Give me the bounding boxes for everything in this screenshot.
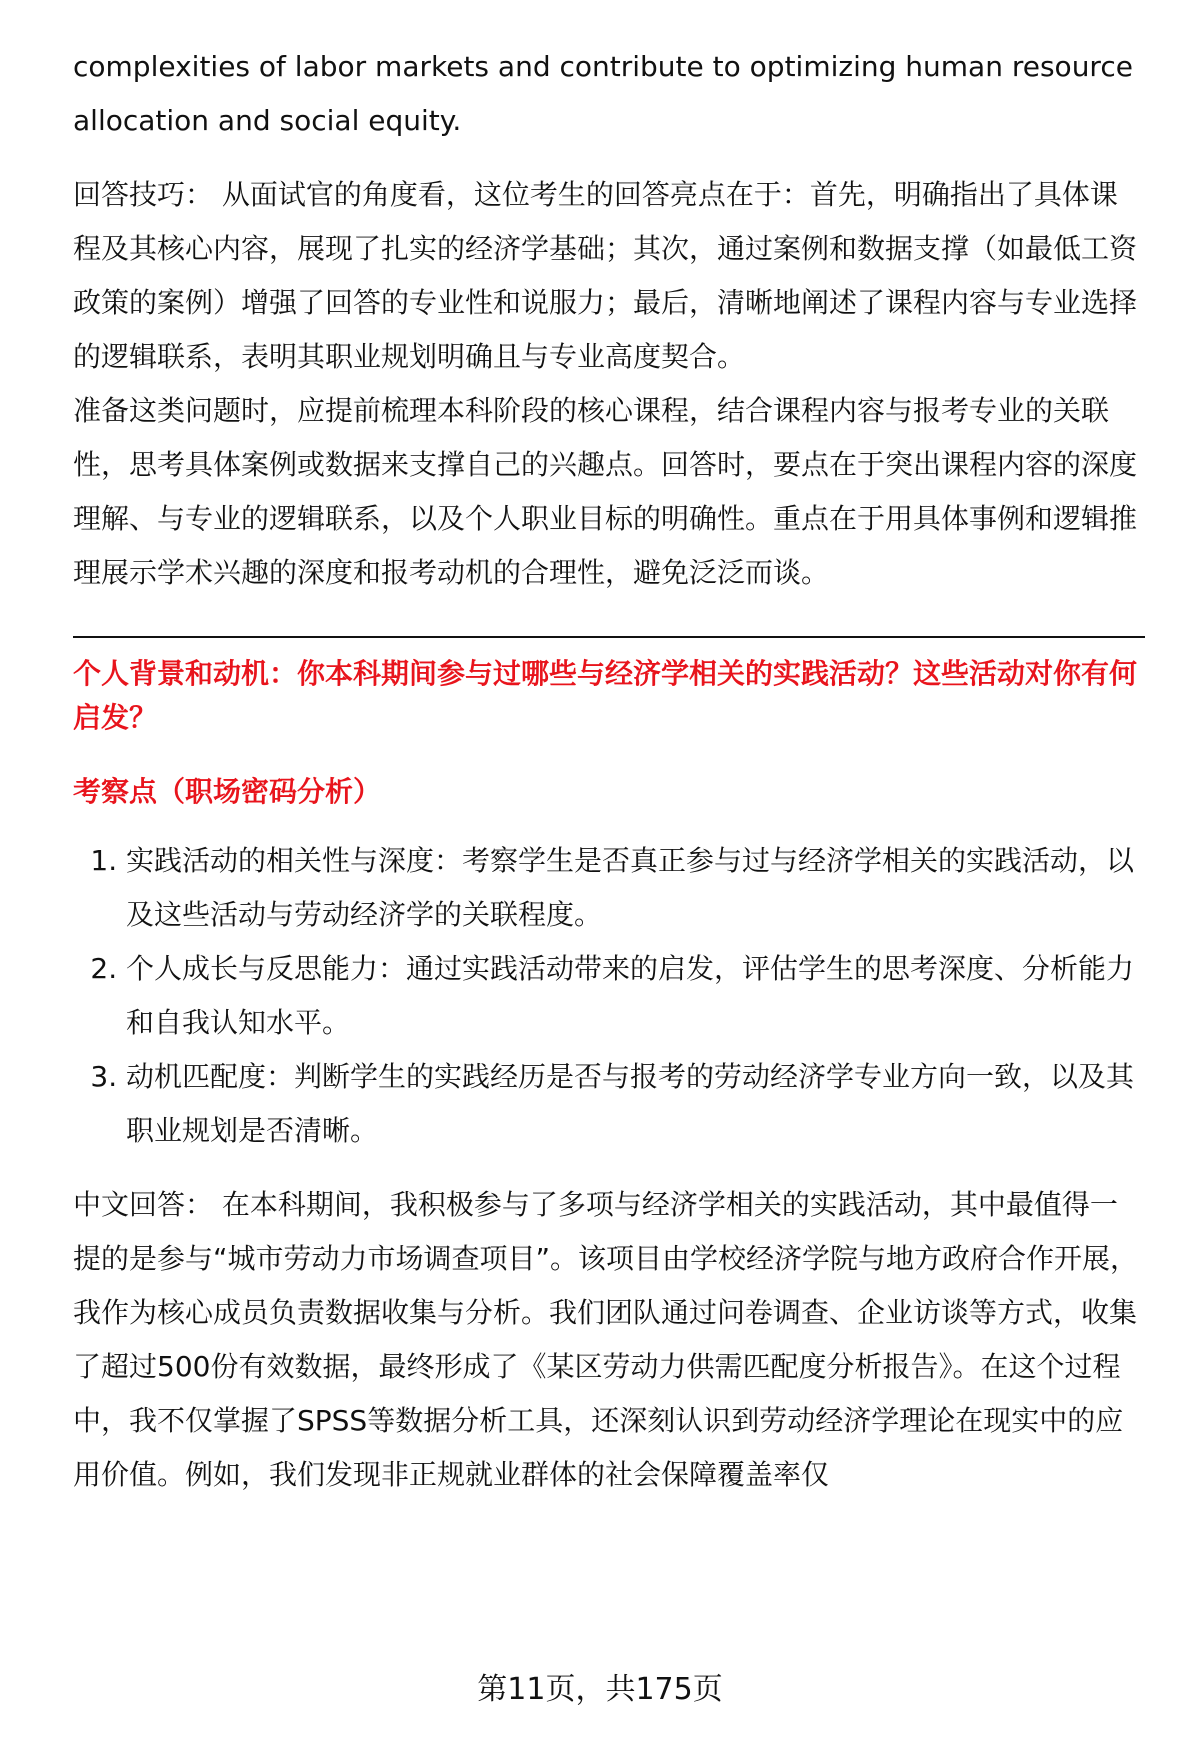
list-item: 3. 动机匹配度：判断学生的实践经历是否与报考的劳动经济学专业方向一致，以及其职业规划是否清晰。 <box>126 1050 1145 1158</box>
list-item: 1. 实践活动的相关性与深度：考察学生是否真正参与过与经济学相关的实践活动，以及这些活动与劳动经济学的关联程度。 <box>126 834 1145 942</box>
question-title: 个人背景和动机：你本科期间参与过哪些与经济学相关的实践活动？这些活动对你有何启发？ <box>73 657 1138 734</box>
evaluation-points-list <box>73 834 1145 1158</box>
section-heading: 考察点（职场密码分析） <box>73 775 382 808</box>
spacer <box>73 1158 1145 1178</box>
page-indicator: 第11页，共175页 <box>477 1672 723 1707</box>
list-item: 2. 个人成长与反思能力：通过实践活动带来的启发，评估学生的思考深度、分析能力和自我认知水平。 <box>126 942 1145 1050</box>
intro-paragraph: complexities of labor markets and contribute to optimizing human resource allocation and social equity. <box>73 50 1133 137</box>
chinese-answer-paragraph: 中文回答： 在本科期间，我积极参与了多项与经济学相关的实践活动，其中最值得一提的是参与“城市劳动力市场调查项目”。该项目由学校经济学院与地方政府合作开展，我作为核心成员负责数据收集与分析。我们团队通过问卷调查、企业访谈等方式，收集了超过500份有效数据，最终形成了《某区劳动力供需匹配度分析报告》。在这个过程中，我不仅掌握了SPSS等数据分析工具，还深刻认识到劳动经济学理论在现实中的应用价值。例如，我们发现非正规就业群体的社会保障覆盖率仅 <box>73 1188 1139 1491</box>
answer-tips-paragraph: 回答技巧： 从面试官的角度看，这位考生的回答亮点在于：首先，明确指出了具体课程及其核心内容，展现了扎实的经济学基础；其次，通过案例和数据支撑（如最低工资政策的案例）增强了回答的专业性和说服力；最后，清晰地阐述了课程内容与专业选择的逻辑联系，表明其职业规划明确且与专业高度契合。 <box>73 178 1138 373</box>
document-page <box>73 40 1145 1502</box>
preparation-tips-paragraph: 准备这类问题时，应提前梳理本科阶段的核心课程，结合课程内容与报考专业的关联性，思考具体案例或数据来支撑自己的兴趣点。回答时，要点在于突出课程内容的深度理解、与专业的逻辑联系，以及个人职业目标的明确性。重点在于用具体事例和逻辑推理展示学术兴趣的深度和报考动机的合理性，避免泛泛而谈。 <box>73 394 1138 589</box>
section-divider <box>73 636 1145 638</box>
spacer <box>73 148 1145 168</box>
